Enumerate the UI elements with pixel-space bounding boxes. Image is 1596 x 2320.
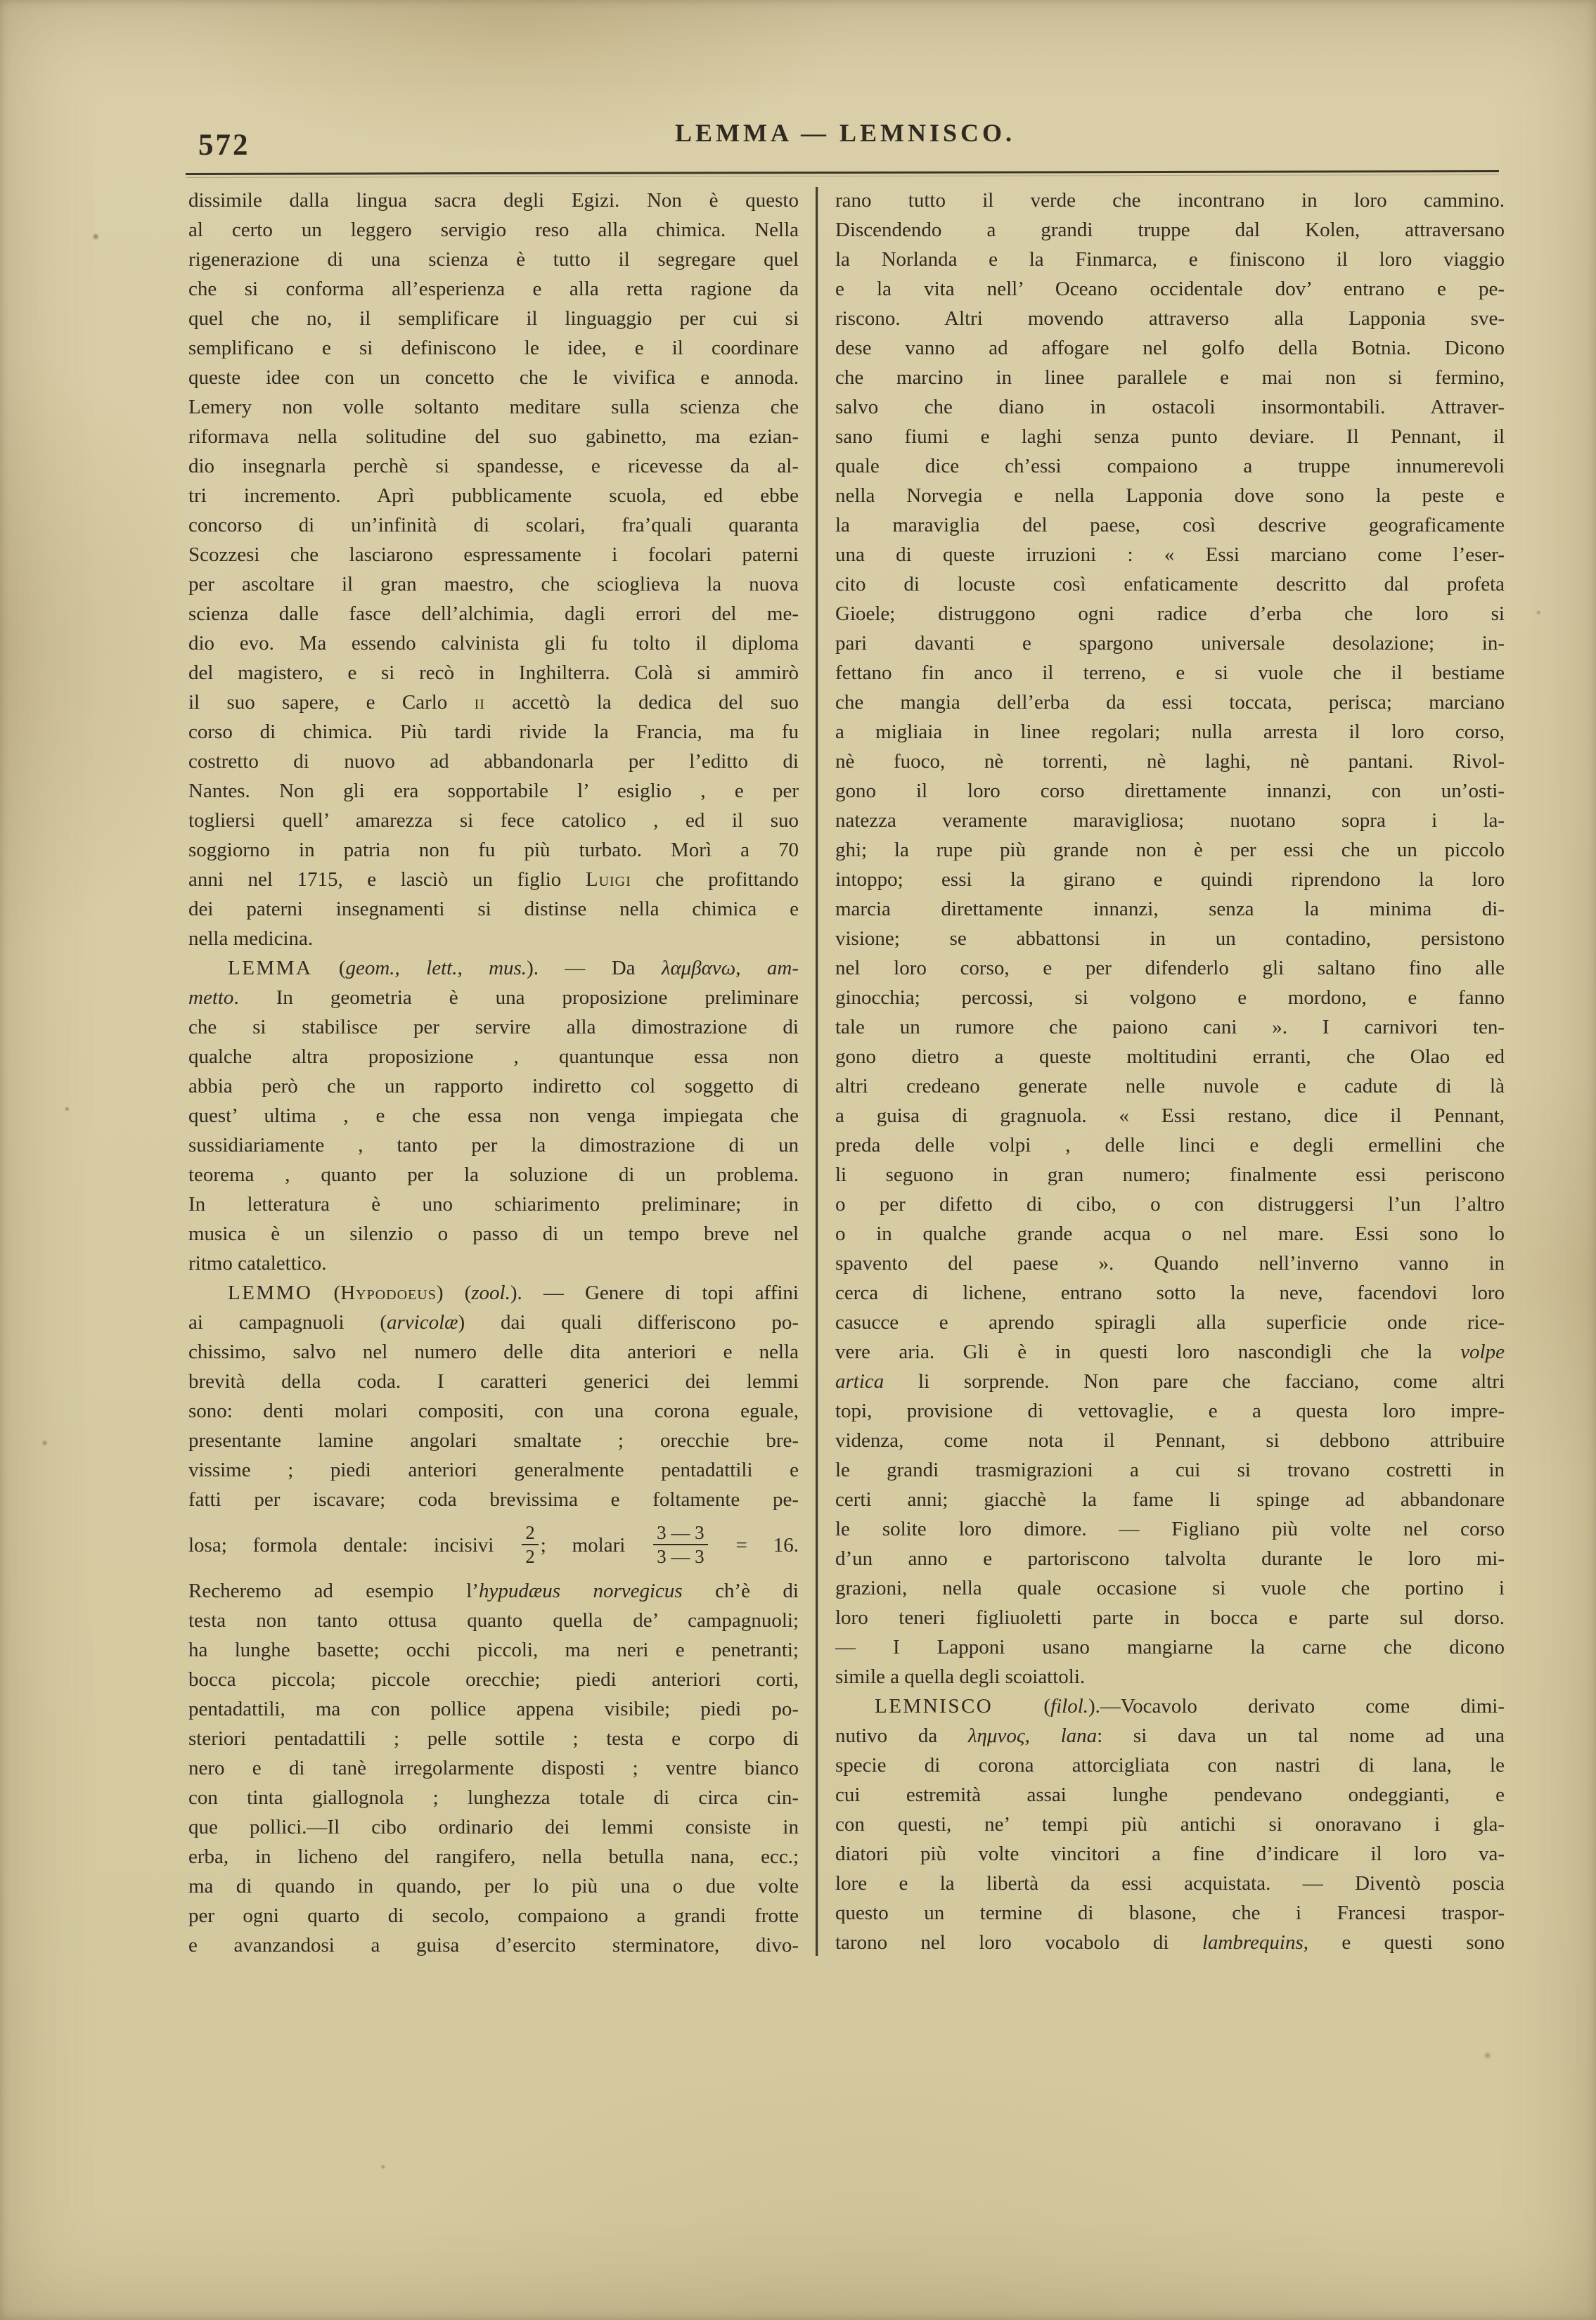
text-line: steriori pentadattili ; pelle sottile ; testa e corpo di [188, 1727, 799, 1750]
text-line: tri incremento. Aprì pubblicamente scuola, ed ebbe [188, 484, 799, 507]
text-line: soggiorno in patria non fu più turbato. Morì a 70 [188, 839, 799, 861]
text-line: che si conforma all’esperienza e alla retta ragione da [188, 278, 799, 300]
text-line: vissime ; piedi anteriori generalmente pentadattili e [188, 1459, 799, 1481]
text-line: bocca piccola; piccole orecchie; piedi anteriori corti, [188, 1668, 799, 1691]
text-line: riformava nella solitudine del suo gabinetto, ma ezian- [188, 425, 799, 448]
text-line: — I Lapponi usano mangiarne la carne che dicono [835, 1636, 1505, 1658]
text-line: riscono. Altri movendo attraverso alla Lapponia sve- [835, 307, 1505, 330]
text-line: diatori più volte vincitori a fine d’indicare il loro va- [835, 1843, 1505, 1865]
text-line: loro teneri figliuoletti parte in bocca e parte sul dorso. [835, 1606, 1505, 1629]
text-line: concorso di un’infinità di scolari, fra’quali quaranta [188, 514, 799, 536]
text-line: cui estremità assai lunghe pendevano ondeggianti, e [835, 1784, 1505, 1806]
text-line: del magistero, e si recò in Inghilterra. Colà si ammirò [188, 662, 799, 684]
text-line: sussidiariamente , tanto per la dimostrazione di un [188, 1134, 799, 1156]
column-divider [816, 187, 818, 1956]
text-line: tarono nel loro vocabolo di lambrequins, e questi sono [835, 1931, 1505, 1954]
text-line: LEMMO (Hypodoeus) (zool.). — Genere di topi affini [228, 1282, 799, 1304]
text-line: cerca di lichene, entrano sotto la neve, facendovi loro [835, 1282, 1505, 1304]
text-line: casucce e aprendo spiragli alla superficie onde rice- [835, 1311, 1505, 1334]
text-line: vere aria. Gli è in questi loro nascondigli che la volpe [835, 1341, 1505, 1363]
text-columns [188, 186, 1505, 1960]
text-line: marcia direttamente innanzi, senza la minima di- [835, 898, 1505, 920]
running-head: LEMMA — LEMNISCO. [674, 119, 1016, 147]
text-line: quest’ ultima , e che essa non venga impiegata che [188, 1104, 799, 1127]
text-line: con questi, ne’ tempi più antichi si onoravano i gla- [835, 1813, 1505, 1836]
text-line: per ogni quarto di secolo, compaiono a grandi frotte [188, 1905, 799, 1927]
text-line: nella medicina. [188, 927, 314, 950]
text-line: que pollici.—Il cibo ordinario dei lemmi consiste in [188, 1816, 799, 1838]
text-line: testa non tanto ottusa quanto quella de’ campagnuoli; [188, 1609, 799, 1632]
text-line: preda delle volpi , delle linci e degli ermellini che [835, 1134, 1505, 1156]
text-line: presentante lamine angolari smaltate ; orecchie bre- [188, 1429, 799, 1452]
text-line: li seguono in gran numero; finalmente essi periscono [835, 1164, 1505, 1186]
text-line: al certo un leggero servigio reso alla chimica. Nella [188, 219, 799, 241]
text-line: nero e di tanè irregolarmente disposti ; ventre bianco [188, 1757, 799, 1779]
text-line: salvo che diano in ostacoli insormontabili. Attraver- [835, 396, 1505, 418]
text-line: e la vita nell’ Oceano occidentale dov’ entrano e pe- [835, 278, 1505, 300]
text-line: queste idee con un concetto che le vivifica e annoda. [188, 366, 799, 389]
text-line: per ascoltare il gran maestro, che scioglieva la nuova [188, 573, 799, 595]
text-line: specie di corona attorcigliata con nastri di lana, le [835, 1754, 1505, 1777]
text-line: rigenerazione di una scienza è tutto il segregare quel [188, 248, 799, 271]
text-line: cito di locuste così enfaticamente descritto dal profeta [835, 573, 1505, 595]
text-line: grazioni, nella quale occasione si vuole che portino i [835, 1577, 1505, 1599]
text-line: Nantes. Non gli era sopportabile l’ esiglio , e per [188, 780, 799, 802]
paragraph [835, 186, 1505, 1691]
text-line: erba, in licheno del rangifero, nella betulla nana, ecc.; [188, 1845, 799, 1868]
paragraph [188, 186, 799, 953]
text-line: losa; formola dentale: incisivi $\frac{2}{2}$ ; molari $\frac{3 — 3}{3 — 3}$ = 16. [188, 1522, 799, 1568]
text-line: artica li sorprende. Non pare che facciano, come altri [835, 1370, 1505, 1393]
text-line: scienza dalle fasce dell’alchimia, dagli errori del me- [188, 602, 799, 625]
text-line: a migliaia in linee regolari; nulla arresta il loro corso, [835, 721, 1505, 743]
text-line: ha lunghe basette; occhi piccoli, ma neri e penetranti; [188, 1639, 799, 1661]
text-line: ritmo catalettico. [188, 1252, 327, 1275]
text-line: brevità della coda. I caratteri generici dei lemmi [188, 1370, 799, 1393]
text-line: semplificano e si definiscono le idee, e il coordinare [188, 337, 799, 359]
text-line: topi, provisione di vettovaglie, e a questa loro impre- [835, 1400, 1505, 1422]
text-line: simile a quella degli scoiattoli. [835, 1665, 1086, 1688]
text-line: LEMNISCO (filol.).—Vocavolo derivato come dimi- [875, 1695, 1505, 1718]
text-line: gono il loro corso direttamente innanzi, con un’osti- [835, 780, 1505, 802]
text-line: ghi; la rupe più grande non è per essi che un piccolo [835, 839, 1505, 861]
dental-formula-fraction: $\frac{2}{2}$ [522, 1522, 539, 1567]
text-line: nella Norvegia e nella Lapponia dove sono la peste e [835, 484, 1505, 507]
text-line: teorema , quanto per la soluzione di un problema. [188, 1164, 799, 1186]
text-line: dese vanno ad affogare nel golfo della Botnia. Dicono [835, 337, 1505, 359]
text-line: gono dietro a queste moltitudini erranti, che Olao ed [835, 1045, 1505, 1068]
left-column [188, 186, 799, 1960]
text-line: a guisa di gragnuola. « Essi restano, dice il Pennant, [835, 1104, 1505, 1127]
text-line: la Norlanda e la Finmarca, e finiscono il loro viaggio [835, 248, 1505, 271]
text-line: ma di quando in quando, per lo più una o due volte [188, 1875, 799, 1897]
text-line: fettano fin anco il terreno, e si vuole che il bestiame [835, 662, 1505, 684]
text-line: quale dice ch’essi compaiono a truppe innumerevoli [835, 455, 1505, 477]
text-line: o in qualche grande acqua o nel mare. Essi sono lo [835, 1223, 1505, 1245]
text-line: intoppo; essi la girano e quindi riprendono la loro [835, 868, 1505, 891]
text-line: pari davanti e spargono universale desolazione; in- [835, 632, 1505, 655]
text-line: nutivo da λημνος, lana: si dava un tal nome ad una [835, 1725, 1505, 1747]
text-line: togliersi quell’ amarezza si fece catolico , ed il suo [188, 809, 799, 832]
text-line: dissimile dalla lingua sacra degli Egizi. Non è questo [188, 189, 799, 212]
text-line: Gioele; distruggono ogni radice d’erba che loro si [835, 602, 1505, 625]
text-line: che marcino in linee parallele e mai non si fermino, [835, 366, 1505, 389]
text-line: In letteratura è uno schiarimento preliminare; in [188, 1193, 799, 1216]
text-line: anni nel 1715, e lasciò un figlio Luigi che profittando [188, 868, 799, 891]
text-line: visione; se abbattonsi in un contadino, persistono [835, 927, 1505, 950]
text-line: sono: denti molari compositi, con una corona eguale, [188, 1400, 799, 1422]
text-line: musica è un silenzio o passo di un tempo breve nel [188, 1223, 799, 1245]
text-line: o per difetto di cibo, o con distruggersi l’un l’altro [835, 1193, 1505, 1216]
text-line: Recheremo ad esempio l’hypudæus norvegicus ch’è di [188, 1580, 799, 1602]
text-line: dio insegnarla perchè si spandesse, e ricevesse da al- [188, 455, 799, 477]
text-line: certi anni; giacchè la fame li spinge ad abbandonare [835, 1488, 1505, 1511]
header-rule [186, 170, 1499, 175]
text-line: ai campagnuoli (arvicolæ) dai quali differiscono po- [188, 1311, 799, 1334]
text-line: con tinta giallognola ; lunghezza totale di circa cin- [188, 1786, 799, 1809]
text-line: dei paterni insegnamenti si distinse nella chimica e [188, 898, 799, 920]
paragraph [188, 953, 799, 1278]
text-line: quel che no, il semplificare il linguaggio per cui si [188, 307, 799, 330]
text-line: nè fuoco, nè torrenti, nè laghi, nè pantani. Rivol- [835, 750, 1505, 773]
text-line: lore e la libertà da essi acquistata. — Diventò poscia [835, 1872, 1505, 1895]
text-line: natezza veramente maravigliosa; nuotano sopra i la- [835, 809, 1505, 832]
text-line: spavento del paese ». Quando nell’inverno vanno in [835, 1252, 1505, 1275]
text-line: nel loro corso, e per difenderlo gli saltano fino alle [835, 957, 1505, 979]
text-line: la maraviglia del paese, così descrive geograficamente [835, 514, 1505, 536]
text-line: corso di chimica. Più tardi rivide la Francia, ma fu [188, 721, 799, 743]
text-line: dio evo. Ma essendo calvinista gli fu tolto il diploma [188, 632, 799, 655]
text-line: Discendendo a grandi truppe dal Kolen, attraversano [835, 219, 1505, 241]
text-line: fatti per iscavare; coda brevissima e foltamente pe- [188, 1488, 799, 1511]
page-number: 572 [198, 129, 250, 162]
right-column [835, 186, 1505, 1960]
text-line: ginocchia; percossi, si volgono e mordono, e fanno [835, 986, 1505, 1009]
text-line: che si stabilisce per servire alla dimostrazione di [188, 1016, 799, 1038]
text-line: metto. In geometria è una proposizione preliminare [188, 986, 799, 1009]
text-line: tale un rumore che paiono cani ». I carnivori ten- [835, 1016, 1505, 1038]
text-line: una di queste irruzioni : « Essi marciano come l’eser- [835, 543, 1505, 566]
text-line: e avanzandosi a guisa d’esercito sterminatore, divo- [188, 1934, 799, 1957]
text-line: rano tutto il verde che incontrano in loro cammino. [835, 189, 1505, 212]
text-line: d’un anno e partoriscono talvolta durante le loro mi- [835, 1547, 1505, 1570]
text-line: le grandi trasmigrazioni a cui si trovano costretti in [835, 1459, 1505, 1481]
text-line: costretto di nuovo ad abbandonarla per l’editto di [188, 750, 799, 773]
text-line: altri credeano generate nelle nuvole e cadute di là [835, 1075, 1505, 1097]
text-line: che mangia dell’erba da essi toccata, perisca; marciano [835, 691, 1505, 714]
text-line: il suo sapere, e Carlo ii accettò la dedica del suo [188, 691, 799, 714]
text-line: videnza, come nota il Pennant, si debbono attribuire [835, 1429, 1505, 1452]
text-line: sano fiumi e laghi senza punto deviare. Il Pennant, il [835, 425, 1505, 448]
text-line: Lemery non volle soltanto meditare sulla scienza che [188, 396, 799, 418]
text-line: abbia però che un rapporto indiretto col soggetto di [188, 1075, 799, 1097]
text-line: questo un termine di blasone, che i Francesi traspor- [835, 1902, 1505, 1924]
text-line: pentadattili, ma con pollice appena visibile; piedi po- [188, 1698, 799, 1720]
text-line: le solite loro dimore. — Figliano più volte nel corso [835, 1518, 1505, 1540]
paragraph [188, 1278, 799, 1960]
text-line: chissimo, salvo nel numero delle dita anteriori e nella [188, 1341, 799, 1363]
paragraph [835, 1691, 1505, 1957]
text-line: LEMMA (geom., lett., mus.). — Da λαμβανω, am- [228, 957, 799, 979]
dental-formula-fraction: $\frac{3 — 3}{3 — 3}$ [653, 1522, 708, 1567]
text-line: Scozzesi che lasciarono espressamente i focolari paterni [188, 543, 799, 566]
text-line: qualche altra proposizione , quantunque essa non [188, 1045, 799, 1068]
